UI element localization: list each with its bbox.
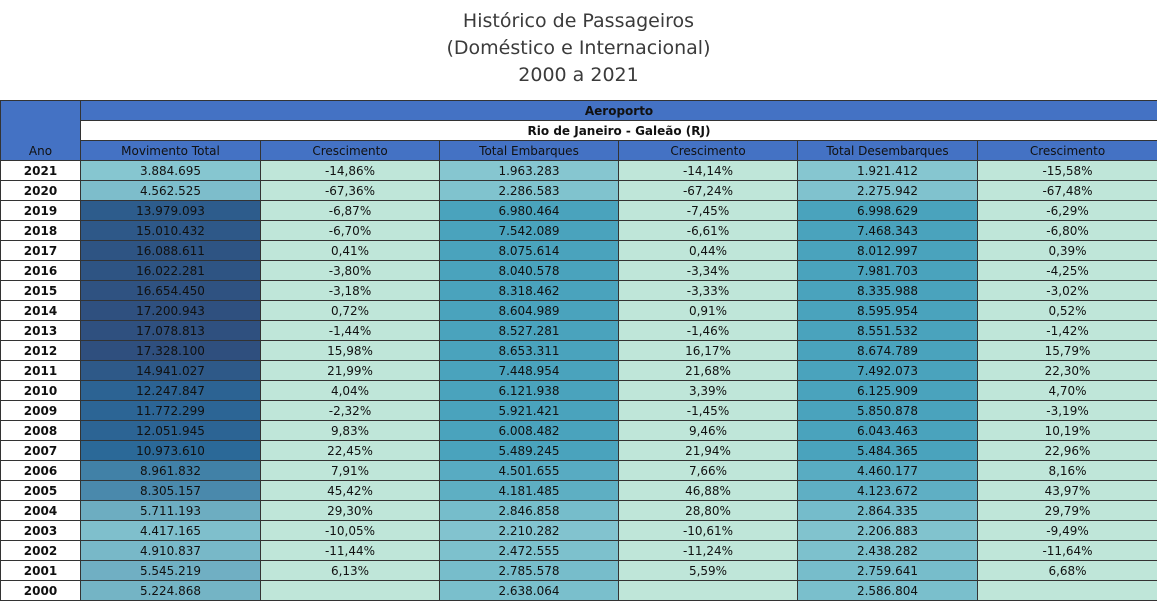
crescimento-embarques-cell: 28,80% [619,501,798,521]
movimento-total-cell: 5.711.193 [81,501,261,521]
desembarques-cell: 2.759.641 [798,561,978,581]
crescimento-desembarques-cell: -6,29% [978,201,1157,221]
movimento-total-cell: 13.979.093 [81,201,261,221]
movimento-total-cell: 4.562.525 [81,181,261,201]
desembarques-cell: 4.460.177 [798,461,978,481]
table-row [1,261,1157,281]
movimento-total-cell: 15.010.432 [81,221,261,241]
crescimento-total-cell: 7,91% [261,461,440,481]
crescimento-total-cell: 0,41% [261,241,440,261]
desembarques-cell: 8.012.997 [798,241,978,261]
year-cell: 2002 [1,541,81,561]
movimento-total-cell: 8.305.157 [81,481,261,501]
table-row [1,201,1157,221]
crescimento-desembarques-cell: 8,16% [978,461,1157,481]
desembarques-cell: 1.921.412 [798,161,978,181]
embarques-cell: 8.040.578 [440,261,619,281]
crescimento-total-cell: -6,87% [261,201,440,221]
year-cell: 2005 [1,481,81,501]
year-cell: 2016 [1,261,81,281]
embarques-cell: 8.604.989 [440,301,619,321]
year-cell: 2014 [1,301,81,321]
col-header-movimento-total: Movimento Total [81,141,261,161]
table-row [1,181,1157,201]
crescimento-total-cell: -3,80% [261,261,440,281]
crescimento-embarques-cell: 3,39% [619,381,798,401]
movimento-total-cell: 10.973.610 [81,441,261,461]
year-cell: 2011 [1,361,81,381]
desembarques-cell: 2.206.883 [798,521,978,541]
embarques-cell: 7.542.089 [440,221,619,241]
year-cell: 2003 [1,521,81,541]
col-header-total-embarques: Total Embarques [440,141,619,161]
crescimento-desembarques-cell: -4,25% [978,261,1157,281]
crescimento-total-cell: 6,13% [261,561,440,581]
desembarques-cell: 7.468.343 [798,221,978,241]
table-row [1,441,1157,461]
year-cell: 2009 [1,401,81,421]
table-row [1,281,1157,301]
crescimento-desembarques-cell: 4,70% [978,381,1157,401]
movimento-total-cell: 14.941.027 [81,361,261,381]
crescimento-total-cell: 9,83% [261,421,440,441]
table-row [1,221,1157,241]
crescimento-total-cell: -11,44% [261,541,440,561]
movimento-total-cell: 4.417.165 [81,521,261,541]
crescimento-embarques-cell: -11,24% [619,541,798,561]
embarques-cell: 2.286.583 [440,181,619,201]
crescimento-desembarques-cell: 6,68% [978,561,1157,581]
crescimento-embarques-cell: 7,66% [619,461,798,481]
table-row [1,401,1157,421]
crescimento-embarques-cell: -3,33% [619,281,798,301]
table-row [1,421,1157,441]
desembarques-cell: 8.335.988 [798,281,978,301]
embarques-cell: 6.121.938 [440,381,619,401]
crescimento-desembarques-cell: -67,48% [978,181,1157,201]
year-cell: 2008 [1,421,81,441]
table-row [1,301,1157,321]
desembarques-cell: 6.043.463 [798,421,978,441]
year-header-label: Ano [28,144,53,158]
crescimento-embarques-cell: 46,88% [619,481,798,501]
data-table-wrapper [0,100,1157,601]
passengers-table [0,100,1157,601]
table-body [1,161,1157,601]
column-headers [1,141,1157,161]
desembarques-cell: 4.123.672 [798,481,978,501]
embarques-cell: 8.653.311 [440,341,619,361]
crescimento-desembarques-cell: 10,19% [978,421,1157,441]
table-row [1,361,1157,381]
table-row [1,501,1157,521]
embarques-cell: 4.181.485 [440,481,619,501]
col-header-crescimento-1: Crescimento [261,141,440,161]
table-row [1,481,1157,501]
table-row [1,561,1157,581]
year-cell: 2006 [1,461,81,481]
crescimento-desembarques-cell: 0,52% [978,301,1157,321]
desembarques-cell: 8.595.954 [798,301,978,321]
embarques-cell: 2.472.555 [440,541,619,561]
year-cell: 2017 [1,241,81,261]
table-row [1,341,1157,361]
crescimento-embarques-cell: -7,45% [619,201,798,221]
desembarques-cell: 6.125.909 [798,381,978,401]
crescimento-desembarques-cell: 15,79% [978,341,1157,361]
group-header: Aeroporto [81,101,1157,121]
movimento-total-cell: 3.884.695 [81,161,261,181]
crescimento-embarques-cell: 5,59% [619,561,798,581]
movimento-total-cell: 17.200.943 [81,301,261,321]
crescimento-total-cell: -10,05% [261,521,440,541]
crescimento-total-cell: -67,36% [261,181,440,201]
table-row [1,381,1157,401]
movimento-total-cell: 8.961.832 [81,461,261,481]
movimento-total-cell: 12.247.847 [81,381,261,401]
year-header [1,101,81,161]
col-header-crescimento-3: Crescimento [978,141,1157,161]
crescimento-desembarques-cell: -9,49% [978,521,1157,541]
year-cell: 2020 [1,181,81,201]
crescimento-embarques-cell: -1,46% [619,321,798,341]
movimento-total-cell: 12.051.945 [81,421,261,441]
movimento-total-cell: 16.022.281 [81,261,261,281]
desembarques-cell: 8.674.789 [798,341,978,361]
embarques-cell: 1.963.283 [440,161,619,181]
desembarques-cell: 7.492.073 [798,361,978,381]
year-cell: 2012 [1,341,81,361]
year-cell: 2018 [1,221,81,241]
embarques-cell: 2.638.064 [440,581,619,601]
desembarques-cell: 2.586.804 [798,581,978,601]
table-row [1,541,1157,561]
crescimento-embarques-cell: 21,94% [619,441,798,461]
crescimento-total-cell: -1,44% [261,321,440,341]
movimento-total-cell: 16.654.450 [81,281,261,301]
crescimento-embarques-cell: -14,14% [619,161,798,181]
embarques-cell: 7.448.954 [440,361,619,381]
crescimento-embarques-cell: -67,24% [619,181,798,201]
embarques-cell: 8.318.462 [440,281,619,301]
embarques-cell: 2.210.282 [440,521,619,541]
crescimento-desembarques-cell: 22,30% [978,361,1157,381]
crescimento-desembarques-cell: -3,02% [978,281,1157,301]
crescimento-total-cell: 0,72% [261,301,440,321]
crescimento-total-cell: -6,70% [261,221,440,241]
year-cell: 2010 [1,381,81,401]
embarques-cell: 4.501.655 [440,461,619,481]
movimento-total-cell: 16.088.611 [81,241,261,261]
crescimento-embarques-cell: -6,61% [619,221,798,241]
crescimento-desembarques-cell: 22,96% [978,441,1157,461]
table-row [1,241,1157,261]
crescimento-embarques-cell: -10,61% [619,521,798,541]
crescimento-embarques-cell: 0,44% [619,241,798,261]
desembarques-cell: 7.981.703 [798,261,978,281]
embarques-cell: 5.921.421 [440,401,619,421]
table-row [1,321,1157,341]
crescimento-desembarques-cell: 0,39% [978,241,1157,261]
crescimento-desembarques-cell: 29,79% [978,501,1157,521]
crescimento-desembarques-cell: -6,80% [978,221,1157,241]
desembarques-cell: 8.551.532 [798,321,978,341]
desembarques-cell: 6.998.629 [798,201,978,221]
desembarques-cell: 2.438.282 [798,541,978,561]
desembarques-cell: 5.484.365 [798,441,978,461]
year-cell: 2007 [1,441,81,461]
airport-header: Rio de Janeiro - Galeão (RJ) [81,121,1157,141]
crescimento-total-cell: -3,18% [261,281,440,301]
crescimento-total-cell: -2,32% [261,401,440,421]
movimento-total-cell: 5.545.219 [81,561,261,581]
crescimento-embarques-cell: 21,68% [619,361,798,381]
embarques-cell: 8.075.614 [440,241,619,261]
year-cell: 2013 [1,321,81,341]
crescimento-desembarques-cell: -3,19% [978,401,1157,421]
crescimento-embarques-cell: 9,46% [619,421,798,441]
crescimento-total-cell: 21,99% [261,361,440,381]
col-header-total-desembarques: Total Desembarques [798,141,978,161]
crescimento-embarques-cell: -3,34% [619,261,798,281]
crescimento-total-cell [261,581,440,601]
year-cell: 2015 [1,281,81,301]
crescimento-desembarques-cell [978,581,1157,601]
year-cell: 2004 [1,501,81,521]
title-line-1: Histórico de Passageiros [462,10,695,32]
crescimento-desembarques-cell: -1,42% [978,321,1157,341]
movimento-total-cell: 17.328.100 [81,341,261,361]
movimento-total-cell: 17.078.813 [81,321,261,341]
table-row [1,521,1157,541]
crescimento-total-cell: 15,98% [261,341,440,361]
year-cell: 2021 [1,161,81,181]
embarques-cell: 2.846.858 [440,501,619,521]
crescimento-desembarques-cell: -11,64% [978,541,1157,561]
crescimento-desembarques-cell: 43,97% [978,481,1157,501]
title-line-3: 2000 a 2021 [518,64,639,86]
table-row [1,161,1157,181]
crescimento-total-cell: 29,30% [261,501,440,521]
crescimento-total-cell: -14,86% [261,161,440,181]
report-title [0,8,1157,89]
crescimento-embarques-cell [619,581,798,601]
table-row [1,461,1157,481]
year-cell: 2001 [1,561,81,581]
title-line-2: (Doméstico e Internacional) [446,37,711,59]
desembarques-cell: 5.850.878 [798,401,978,421]
desembarques-cell: 2.864.335 [798,501,978,521]
embarques-cell: 6.980.464 [440,201,619,221]
embarques-cell: 2.785.578 [440,561,619,581]
embarques-cell: 6.008.482 [440,421,619,441]
movimento-total-cell: 5.224.868 [81,581,261,601]
crescimento-total-cell: 45,42% [261,481,440,501]
crescimento-embarques-cell: -1,45% [619,401,798,421]
crescimento-embarques-cell: 16,17% [619,341,798,361]
embarques-cell: 8.527.281 [440,321,619,341]
crescimento-embarques-cell: 0,91% [619,301,798,321]
embarques-cell: 5.489.245 [440,441,619,461]
year-cell: 2019 [1,201,81,221]
movimento-total-cell: 11.772.299 [81,401,261,421]
year-cell: 2000 [1,581,81,601]
crescimento-desembarques-cell: -15,58% [978,161,1157,181]
crescimento-total-cell: 4,04% [261,381,440,401]
col-header-crescimento-2: Crescimento [619,141,798,161]
table-row [1,581,1157,601]
desembarques-cell: 2.275.942 [798,181,978,201]
crescimento-total-cell: 22,45% [261,441,440,461]
movimento-total-cell: 4.910.837 [81,541,261,561]
